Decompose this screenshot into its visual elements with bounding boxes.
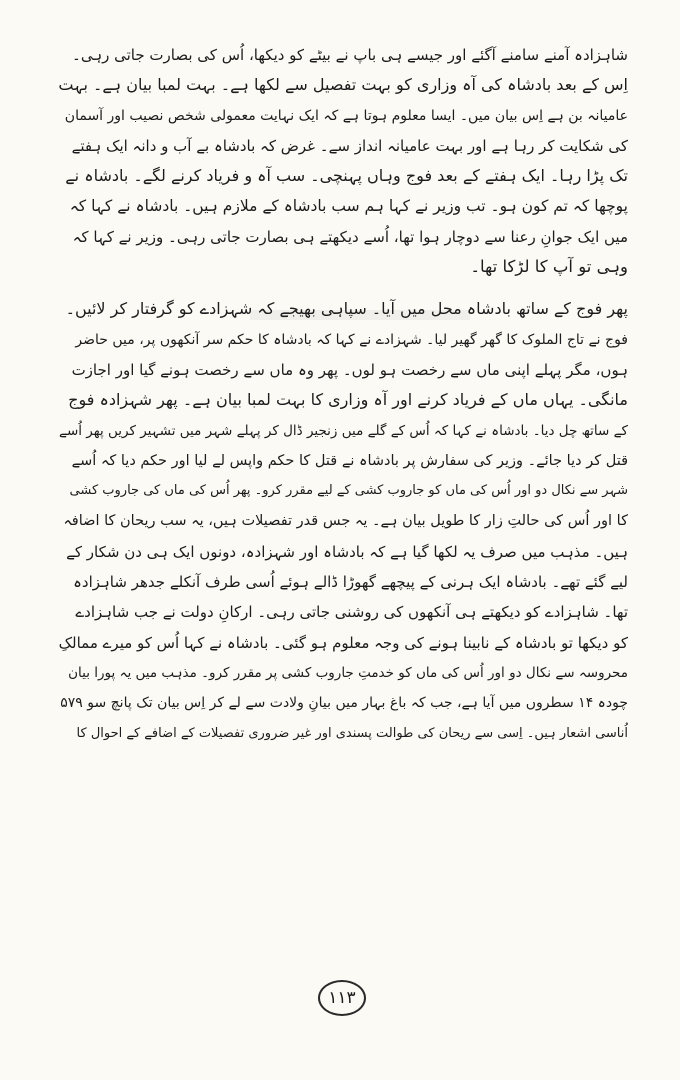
text-line: ہیں۔ مذہب میں صرف یہ لکھا گیا ہے کہ بادشاہ اور شہزادہ، دونوں ایک ہی دن شکار کے: [66, 542, 628, 561]
paragraph-gap: [58, 282, 628, 294]
text-line: لیے گئے تھے۔ بادشاہ ایک ہرنی کے پیچھے گھوڑا ڈالے ہوئے اُسی طرف آنکلے جدھر شاہزادہ: [73, 573, 628, 592]
text-line: چودہ ۱۴ سطروں میں آیا ہے، جب کہ باغ بہار میں بیانِ ولادت سے لے کر اِس بیان تک پانچ سو ۵۷۹: [60, 695, 628, 712]
text-line: کے ساتھ چل دیا۔ بادشاہ نے کہا کہ اُس کے گلے میں زنجیر ڈال کر پہلے شہر میں تشہیر کریں پھر اُسے: [59, 422, 628, 439]
text-line: ہوں، مگر پہلے اپنی ماں سے رخصت ہو لوں۔ پھر وہ ماں سے رخصت ہونے گیا اور اجازت: [71, 360, 628, 379]
page-body: [58, 40, 628, 749]
text-line: کو دیکھا تو بادشاہ کے نابینا ہونے کی وجہ معلوم ہو گئی۔ بادشاہ نے کہا اُس کو میرے ممالکِ: [58, 633, 628, 652]
text-line: شہر سے نکال دو اور اُس کی ماں کو جاروب کشی کے لیے مقرر کرو۔ پھر اُس کی ماں کی جاروب کشی: [69, 483, 628, 499]
text-line: عامیانہ بن ہے اِس بیان میں۔ ایسا معلوم ہوتا ہے کہ ایک نہایت معمولی شخص نصیب اور آسمان: [64, 107, 628, 124]
text-line: کی شکایت کر رہا ہے اور بہت عامیانہ انداز سے۔ غرض کہ بادشاہ بے آب و دانہ ایک ہفتے: [71, 136, 628, 155]
text-line: پوچھا کہ تم کون ہو۔ تب وزیر نے کہا ہم سب بادشاہ کے ملازم ہیں۔ بادشاہ نے کہا کہ: [69, 197, 628, 216]
text-line: تھا۔ شاہزادے کو دیکھتے ہی آنکھوں کی روشنی جاتی رہی۔ ارکانِ دولت نے جب شاہزادے: [75, 603, 628, 622]
text-line: اِس کے بعد بادشاہ کی آہ وزاری کو بہت تفصیل سے لکھا ہے۔ بہت لمبا بیان ہے۔ بہت: [58, 75, 628, 95]
text-line: کا اور اُس کی حالتِ زار کا طویل بیان ہے۔ یہ جس قدر تفصیلات ہیں، یہ سب ریحان کا اضافہ: [63, 513, 628, 530]
page-number: ۱۱۳: [318, 980, 366, 1016]
text-line: پھر فوج کے ساتھ بادشاہ محل میں آیا۔ سپاہی بھیجے کہ شہزادے کو گرفتار کر لائیں۔: [65, 299, 628, 319]
text-line: شاہزادہ آمنے سامنے آگئے اور جیسے ہی باپ نے بیٹے کو دیکھا، اُس کی بصارت جاتی رہی۔: [72, 46, 628, 64]
text-line: محروسہ سے نکال دو اور اُس کی ماں کو خدمتِ جاروب کشی پر مقرر کرو۔ مذہب میں یہ پورا بیان: [68, 664, 628, 681]
text-line: میں ایک جوانِ رعنا سے دوچار ہوا تھا، اُسے دیکھتے ہی بصارت جاتی رہی۔ وزیر نے کہا کہ: [72, 227, 628, 246]
text-line: تک پڑا رہا۔ ایک ہفتے کے بعد فوج وہاں پہنچی۔ سب آہ و فریاد کرنے لگے۔ بادشاہ نے: [65, 166, 628, 186]
text-line: وہی تو آپ کا لڑکا تھا۔: [470, 257, 628, 277]
text-line: قتل کر دیا جائے۔ وزیر کی سفارش پر بادشاہ نے قتل کا حکم واپس لے لیا اور حکم دیا کہ اُسے: [71, 452, 628, 469]
text-line: فوج نے تاج الملوک کا گھر گھیر لیا۔ شہزادے نے کہا کہ بادشاہ کا حکم سر آنکھوں پر، میں حاضر: [75, 331, 628, 348]
text-line: مانگی۔ یہاں ماں کے فریاد کرنے اور آہ وزاری کا بہت لمبا بیان ہے۔ پھر شہزادہ فوج: [68, 390, 628, 410]
text-line: اُناسی اشعار ہیں۔ اِسی سے ریحان کی طوالت پسندی اور غیر ضروری تفصیلات کے اضافے کے احوال کا: [76, 725, 628, 741]
